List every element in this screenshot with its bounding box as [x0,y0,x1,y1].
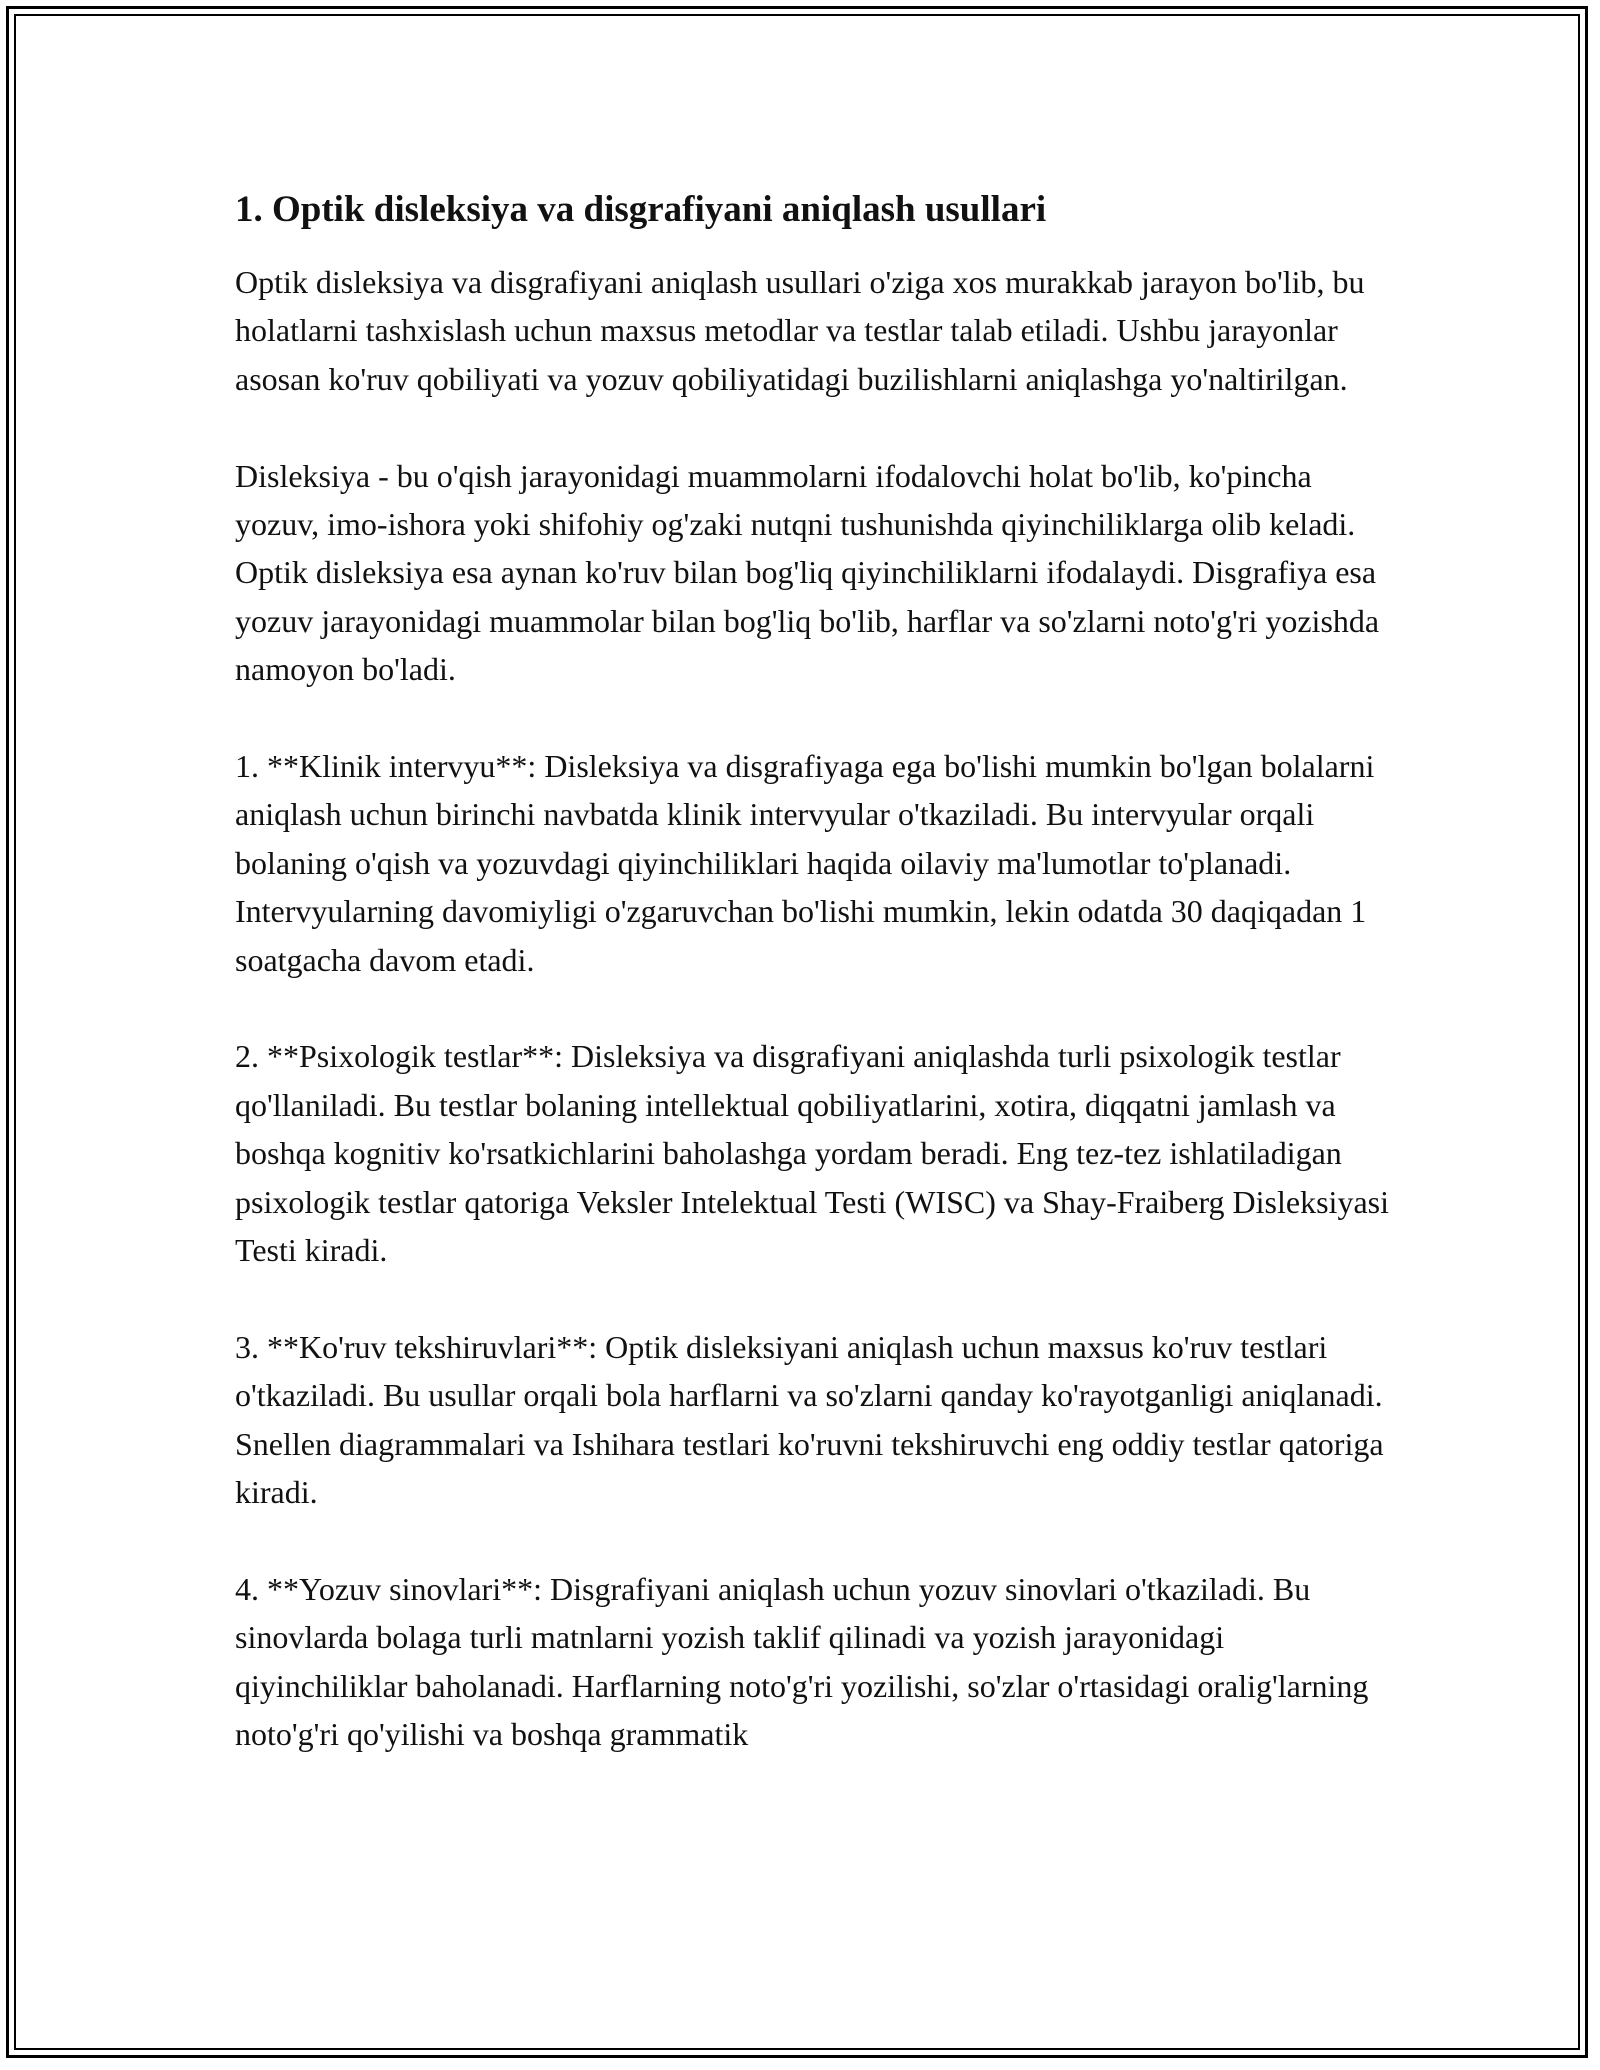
paragraph-psychological-tests: 2. **Psixologik testlar**: Disleksiya va disgrafiyani aniqlashda turli psixologik testlar qo'llaniladi. Bu testlar bolaning intellektual qobiliyatlarini, xotira, diqqatni jamlash va boshqa kognitiv ko'rsatkichlarini baholashga yordam beradi. Eng tez-tez ishlatiladigan psixologik testlar qatoriga Veksler Intelektual Testi (WISC) va Shay-Fraiberg Disleksiyasi Testi kiradi. [235,1038,1389,1269]
document-body [235,186,1395,1759]
paragraph-definitions: Disleksiya - bu o'qish jarayonidagi muammolarni ifodalovchi holat bo'lib, ko'pincha yozuv, imo-ishora yoki shifohiy og'zaki nutqni tushunishda qiyinchiliklarga olib keladi. Optik disleksiya esa aynan ko'ruv bilan bog'liq qiyinchiliklarni ifodalaydi. Disgrafiya esa yozuv jarayonidagi muammolar bilan bog'liq bo'lib, harflar va so'zlarni noto'g'ri yozishda namoyon bo'ladi. [235,457,1380,688]
paragraph-writing-tests: 4. **Yozuv sinovlari**: Disgrafiyani aniqlash uchun yozuv sinovlari o'tkaziladi. Bu sinovlarda bolaga turli matnlarni yozish taklif qilinadi va yozish jarayonidagi qiyinchiliklar baholanadi. Harflarning noto'g'ri yozilishi, so'zlar o'rtasidagi oralig'larning noto'g'ri qo'yilishi va boshqa grammatik [235,1570,1369,1753]
section-title: 1. Optik disleksiya va disgrafiyani aniqlash usullari [235,189,1047,230]
paragraph-clinical-interview: 1. **Klinik intervyu**: Disleksiya va disgrafiyaga ega bo'lishi mumkin bo'lgan bolalarni aniqlash uchun birinchi navbatda klinik intervyular o'tkaziladi. Bu intervyular orqali bolaning o'qish va yozuvdagi qiyinchiliklari haqida oilaviy ma'lumotlar to'planadi. Intervyularning davomiyligi o'zgaruvchan bo'lishi mumkin, lekin odatda 30 daqiqadan 1 soatgacha davom etadi. [235,748,1375,978]
paragraph-vision-tests: 3. **Ko'ruv tekshiruvlari**: Optik disleksiyani aniqlash uchun maxsus ko'ruv testlari o'tkaziladi. Bu usullar orqali bola harflarni va so'zlarni qanday ko'rayotganligi aniqlanadi. Snellen diagrammalari va Ishihara testlari ko'ruvni tekshiruvchi eng oddiy testlar qatoriga kiradi. [235,1328,1384,1511]
paragraph-intro: Optik disleksiya va disgrafiyani aniqlash usullari o'ziga xos murakkab jarayon bo'lib, bu holatlarni tashxislash uchun maxsus metodlar va testlar talab etiladi. Ushbu jarayonlar asosan ko'ruv qobiliyati va yozuv qobiliyatidagi buzilishlarni aniqlashga yo'naltirilgan. [235,264,1365,397]
